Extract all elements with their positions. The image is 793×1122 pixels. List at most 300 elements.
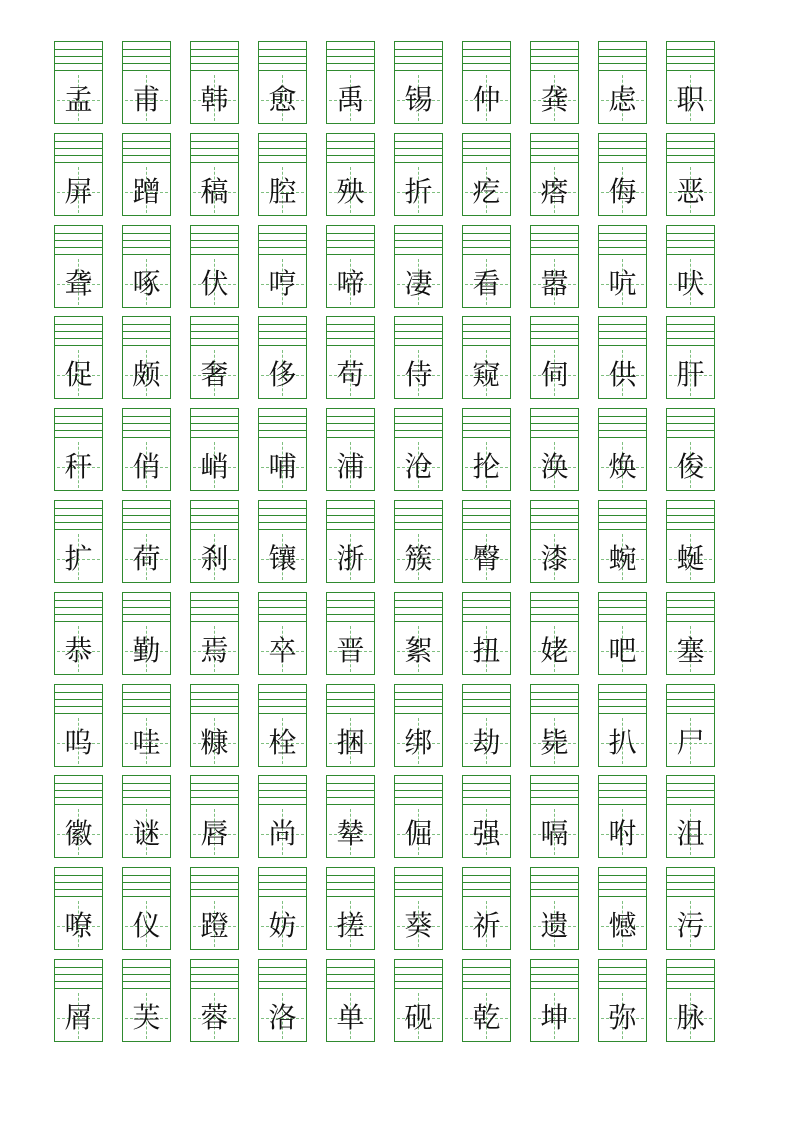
character-cell	[462, 41, 511, 124]
pinyin-guide-line	[395, 967, 442, 968]
pinyin-guide-line	[259, 790, 306, 791]
hanzi-character: 单	[336, 1001, 365, 1034]
hanzi-character: 锡	[404, 83, 433, 116]
pinyin-guide-line	[327, 416, 374, 417]
hanzi-character: 扩	[64, 542, 93, 575]
pinyin-guide-line	[531, 522, 578, 523]
character-cell	[598, 592, 647, 675]
character-cell	[258, 133, 307, 216]
pinyin-guide-line	[395, 508, 442, 509]
pinyin-guide-line	[599, 783, 646, 784]
pinyin-guide-line	[327, 804, 374, 805]
pinyin-guide-line	[259, 882, 306, 883]
pinyin-guide-line	[667, 254, 714, 255]
character-cell	[666, 500, 715, 583]
pinyin-guide-line	[667, 162, 714, 163]
hanzi-character: 簇	[404, 542, 433, 575]
pinyin-guide-line	[191, 988, 238, 989]
pinyin-guide-line	[395, 240, 442, 241]
character-cell	[530, 959, 579, 1042]
hanzi-character: 涣	[540, 450, 569, 483]
pinyin-guide-line	[259, 437, 306, 438]
hanzi-character: 蓉	[200, 1001, 229, 1034]
pinyin-guide-line	[531, 162, 578, 163]
hanzi-character: 伺	[540, 358, 569, 391]
pinyin-guide-line	[123, 437, 170, 438]
pinyin-guide-line	[55, 804, 102, 805]
pinyin-guide-line	[327, 70, 374, 71]
pinyin-guide-line	[531, 233, 578, 234]
pinyin-guide-line	[667, 240, 714, 241]
pinyin-guide-line	[191, 529, 238, 530]
character-cell	[258, 225, 307, 308]
pinyin-guide-line	[191, 607, 238, 608]
character-cell	[190, 959, 239, 1042]
character-cell	[666, 867, 715, 950]
pinyin-guide-line	[123, 896, 170, 897]
pinyin-guide-line	[327, 148, 374, 149]
pinyin-guide-line	[55, 621, 102, 622]
pinyin-guide-line	[599, 896, 646, 897]
pinyin-guide-line	[259, 254, 306, 255]
pinyin-guide-line	[531, 988, 578, 989]
pinyin-guide-line	[463, 515, 510, 516]
pinyin-guide-line	[191, 254, 238, 255]
hanzi-character: 聋	[64, 267, 93, 300]
pinyin-guide-line	[55, 614, 102, 615]
pinyin-guide-line	[123, 56, 170, 57]
pinyin-guide-line	[667, 967, 714, 968]
pinyin-guide-line	[259, 600, 306, 601]
pinyin-guide-line	[55, 141, 102, 142]
pinyin-guide-line	[599, 254, 646, 255]
pinyin-guide-line	[327, 621, 374, 622]
pinyin-guide-line	[667, 614, 714, 615]
character-cell	[54, 225, 103, 308]
pinyin-guide-line	[123, 324, 170, 325]
pinyin-guide-line	[531, 882, 578, 883]
pinyin-guide-line	[599, 875, 646, 876]
character-cell	[666, 41, 715, 124]
pinyin-guide-line	[531, 783, 578, 784]
character-cell	[598, 500, 647, 583]
pinyin-guide-line	[191, 240, 238, 241]
pinyin-guide-line	[55, 233, 102, 234]
character-cell	[122, 775, 171, 858]
pinyin-guide-line	[667, 63, 714, 64]
character-cell	[598, 408, 647, 491]
pinyin-guide-line	[463, 437, 510, 438]
pinyin-guide-line	[667, 988, 714, 989]
pinyin-guide-line	[327, 896, 374, 897]
hanzi-character: 蜒	[676, 542, 705, 575]
pinyin-guide-line	[191, 692, 238, 693]
pinyin-guide-line	[599, 600, 646, 601]
pinyin-guide-line	[667, 896, 714, 897]
hanzi-character: 哼	[268, 267, 297, 300]
pinyin-guide-line	[463, 692, 510, 693]
pinyin-guide-line	[463, 148, 510, 149]
pinyin-guide-line	[259, 63, 306, 64]
hanzi-character: 捆	[336, 726, 365, 759]
pinyin-guide-line	[191, 713, 238, 714]
character-cell	[54, 592, 103, 675]
pinyin-guide-line	[395, 896, 442, 897]
pinyin-guide-line	[259, 797, 306, 798]
pinyin-guide-line	[667, 981, 714, 982]
character-cell	[190, 133, 239, 216]
character-cell	[190, 316, 239, 399]
hanzi-character: 苟	[336, 358, 365, 391]
character-cell	[258, 592, 307, 675]
pinyin-guide-line	[327, 988, 374, 989]
pinyin-guide-line	[191, 162, 238, 163]
pinyin-guide-line	[395, 882, 442, 883]
character-cell	[190, 592, 239, 675]
pinyin-guide-line	[55, 416, 102, 417]
pinyin-guide-line	[599, 522, 646, 523]
pinyin-guide-line	[667, 889, 714, 890]
pinyin-guide-line	[259, 614, 306, 615]
character-cell	[666, 316, 715, 399]
pinyin-guide-line	[191, 430, 238, 431]
pinyin-guide-line	[123, 49, 170, 50]
pinyin-guide-line	[395, 437, 442, 438]
pinyin-guide-line	[123, 240, 170, 241]
character-cell	[462, 316, 511, 399]
pinyin-guide-line	[191, 416, 238, 417]
hanzi-character: 塞	[676, 634, 705, 667]
hanzi-character: 嗝	[540, 817, 569, 850]
pinyin-guide-line	[531, 790, 578, 791]
pinyin-guide-line	[55, 522, 102, 523]
hanzi-character: 镶	[268, 542, 297, 575]
hanzi-character: 恶	[676, 175, 705, 208]
hanzi-character: 折	[404, 175, 433, 208]
pinyin-guide-line	[531, 713, 578, 714]
pinyin-guide-line	[463, 423, 510, 424]
pinyin-guide-line	[599, 607, 646, 608]
pinyin-guide-line	[191, 155, 238, 156]
pinyin-guide-line	[55, 713, 102, 714]
pinyin-guide-line	[123, 607, 170, 608]
pinyin-guide-line	[667, 508, 714, 509]
character-cell	[54, 867, 103, 950]
pinyin-guide-line	[463, 331, 510, 332]
pinyin-guide-line	[395, 63, 442, 64]
hanzi-character: 窥	[472, 358, 501, 391]
pinyin-guide-line	[123, 974, 170, 975]
hanzi-character: 绑	[404, 726, 433, 759]
pinyin-guide-line	[259, 345, 306, 346]
pinyin-guide-line	[395, 600, 442, 601]
pinyin-guide-line	[463, 324, 510, 325]
character-cell	[190, 408, 239, 491]
pinyin-guide-line	[463, 607, 510, 608]
pinyin-guide-line	[123, 247, 170, 248]
pinyin-guide-line	[395, 331, 442, 332]
pinyin-guide-line	[531, 423, 578, 424]
pinyin-guide-line	[55, 324, 102, 325]
pinyin-guide-line	[327, 713, 374, 714]
pinyin-guide-line	[259, 529, 306, 530]
pinyin-guide-line	[395, 529, 442, 530]
character-cell	[462, 408, 511, 491]
pinyin-guide-line	[191, 706, 238, 707]
pinyin-guide-line	[123, 981, 170, 982]
pinyin-guide-line	[667, 804, 714, 805]
hanzi-character: 颇	[132, 358, 161, 391]
hanzi-character: 侮	[608, 175, 637, 208]
hanzi-character: 沮	[676, 817, 705, 850]
pinyin-guide-line	[327, 882, 374, 883]
pinyin-guide-line	[55, 896, 102, 897]
pinyin-guide-line	[259, 247, 306, 248]
pinyin-guide-line	[123, 967, 170, 968]
character-cell	[326, 592, 375, 675]
pinyin-guide-line	[667, 790, 714, 791]
character-cell	[326, 41, 375, 124]
pinyin-guide-line	[531, 974, 578, 975]
pinyin-guide-line	[463, 162, 510, 163]
character-cell	[462, 592, 511, 675]
pinyin-guide-line	[55, 49, 102, 50]
pinyin-guide-line	[327, 247, 374, 248]
pinyin-guide-line	[55, 254, 102, 255]
pinyin-guide-line	[531, 981, 578, 982]
character-cell	[326, 225, 375, 308]
hanzi-character: 弥	[608, 1001, 637, 1034]
pinyin-guide-line	[395, 70, 442, 71]
pinyin-guide-line	[599, 430, 646, 431]
hanzi-character: 腔	[268, 175, 297, 208]
pinyin-guide-line	[531, 607, 578, 608]
hanzi-character: 芙	[132, 1001, 161, 1034]
pinyin-guide-line	[123, 600, 170, 601]
hanzi-character: 洛	[268, 1001, 297, 1034]
pinyin-guide-line	[531, 875, 578, 876]
hanzi-character: 姥	[540, 634, 569, 667]
pinyin-guide-line	[667, 331, 714, 332]
hanzi-character: 虑	[608, 83, 637, 116]
character-cell	[530, 316, 579, 399]
character-cell	[394, 775, 443, 858]
pinyin-guide-line	[123, 875, 170, 876]
character-cell	[394, 133, 443, 216]
pinyin-guide-line	[395, 621, 442, 622]
hanzi-character: 凄	[404, 267, 433, 300]
hanzi-character: 尚	[268, 817, 297, 850]
pinyin-guide-line	[395, 155, 442, 156]
pinyin-guide-line	[55, 889, 102, 890]
pinyin-guide-line	[667, 692, 714, 693]
pinyin-guide-line	[599, 614, 646, 615]
hanzi-character: 抡	[472, 450, 501, 483]
hanzi-character: 蜿	[608, 542, 637, 575]
hanzi-character: 嚣	[540, 267, 569, 300]
pinyin-guide-line	[123, 162, 170, 163]
hanzi-character: 瘩	[540, 175, 569, 208]
character-cell	[190, 775, 239, 858]
pinyin-guide-line	[463, 974, 510, 975]
pinyin-guide-line	[191, 233, 238, 234]
pinyin-guide-line	[395, 607, 442, 608]
pinyin-guide-line	[259, 692, 306, 693]
pinyin-guide-line	[667, 155, 714, 156]
character-cell	[462, 500, 511, 583]
pinyin-guide-line	[395, 345, 442, 346]
character-cell	[530, 133, 579, 216]
hanzi-character: 秆	[64, 450, 93, 483]
character-cell	[666, 959, 715, 1042]
character-cell	[530, 41, 579, 124]
pinyin-guide-line	[531, 331, 578, 332]
pinyin-guide-line	[599, 974, 646, 975]
pinyin-guide-line	[55, 974, 102, 975]
pinyin-guide-line	[259, 338, 306, 339]
character-cell	[394, 41, 443, 124]
pinyin-guide-line	[327, 699, 374, 700]
pinyin-guide-line	[667, 699, 714, 700]
hanzi-character: 伏	[200, 267, 229, 300]
pinyin-guide-line	[531, 49, 578, 50]
pinyin-guide-line	[123, 692, 170, 693]
pinyin-guide-line	[259, 49, 306, 50]
pinyin-guide-line	[191, 515, 238, 516]
pinyin-guide-line	[327, 981, 374, 982]
pinyin-guide-line	[395, 162, 442, 163]
pinyin-guide-line	[55, 162, 102, 163]
pinyin-guide-line	[55, 981, 102, 982]
pinyin-guide-line	[191, 141, 238, 142]
pinyin-guide-line	[599, 889, 646, 890]
character-cell	[394, 500, 443, 583]
character-cell	[462, 133, 511, 216]
character-cell	[530, 592, 579, 675]
character-cell	[326, 133, 375, 216]
pinyin-guide-line	[531, 141, 578, 142]
hanzi-character: 龚	[540, 83, 569, 116]
hanzi-character: 肝	[676, 358, 705, 391]
pinyin-guide-line	[191, 508, 238, 509]
pinyin-guide-line	[463, 70, 510, 71]
pinyin-guide-line	[259, 416, 306, 417]
character-cell	[530, 684, 579, 767]
pinyin-guide-line	[259, 331, 306, 332]
pinyin-guide-line	[259, 233, 306, 234]
pinyin-guide-line	[55, 240, 102, 241]
pinyin-guide-line	[599, 56, 646, 57]
pinyin-guide-line	[463, 875, 510, 876]
pinyin-guide-line	[395, 790, 442, 791]
pinyin-guide-line	[531, 56, 578, 57]
character-cell	[326, 500, 375, 583]
pinyin-guide-line	[191, 338, 238, 339]
pinyin-guide-line	[327, 430, 374, 431]
pinyin-guide-line	[463, 896, 510, 897]
pinyin-guide-line	[191, 621, 238, 622]
pinyin-guide-line	[463, 430, 510, 431]
pinyin-guide-line	[327, 797, 374, 798]
hanzi-character: 吭	[608, 267, 637, 300]
pinyin-guide-line	[531, 692, 578, 693]
pinyin-guide-line	[395, 699, 442, 700]
pinyin-guide-line	[531, 324, 578, 325]
pinyin-guide-line	[667, 600, 714, 601]
pinyin-guide-line	[327, 607, 374, 608]
pinyin-guide-line	[599, 988, 646, 989]
pinyin-guide-line	[55, 529, 102, 530]
pinyin-guide-line	[463, 63, 510, 64]
pinyin-guide-line	[531, 416, 578, 417]
pinyin-guide-line	[123, 988, 170, 989]
hanzi-character: 焕	[608, 450, 637, 483]
pinyin-guide-line	[191, 804, 238, 805]
pinyin-guide-line	[395, 706, 442, 707]
pinyin-guide-line	[463, 967, 510, 968]
hanzi-character: 倔	[404, 817, 433, 850]
character-cell	[122, 684, 171, 767]
pinyin-guide-line	[667, 324, 714, 325]
pinyin-guide-line	[191, 875, 238, 876]
pinyin-guide-line	[259, 240, 306, 241]
pinyin-guide-line	[395, 56, 442, 57]
pinyin-guide-line	[667, 423, 714, 424]
pinyin-guide-line	[191, 70, 238, 71]
hanzi-character: 呜	[64, 726, 93, 759]
character-cell	[530, 775, 579, 858]
pinyin-guide-line	[531, 63, 578, 64]
pinyin-guide-line	[667, 338, 714, 339]
pinyin-guide-line	[395, 338, 442, 339]
hanzi-character: 甫	[132, 83, 161, 116]
pinyin-guide-line	[463, 345, 510, 346]
pinyin-guide-line	[463, 155, 510, 156]
pinyin-guide-line	[259, 508, 306, 509]
hanzi-character: 徽	[64, 817, 93, 850]
hanzi-character: 蹬	[200, 909, 229, 942]
pinyin-guide-line	[191, 896, 238, 897]
character-cell	[326, 316, 375, 399]
pinyin-guide-line	[327, 233, 374, 234]
character-cell	[258, 959, 307, 1042]
pinyin-guide-line	[191, 437, 238, 438]
pinyin-guide-line	[395, 324, 442, 325]
pinyin-guide-line	[55, 699, 102, 700]
character-cell	[462, 684, 511, 767]
pinyin-guide-line	[395, 804, 442, 805]
pinyin-guide-line	[531, 889, 578, 890]
pinyin-guide-line	[599, 882, 646, 883]
pinyin-guide-line	[667, 522, 714, 523]
hanzi-character: 吠	[676, 267, 705, 300]
pinyin-guide-line	[191, 797, 238, 798]
hanzi-character: 屑	[64, 1001, 93, 1034]
character-cell	[122, 133, 171, 216]
pinyin-guide-line	[123, 416, 170, 417]
pinyin-guide-line	[667, 621, 714, 622]
character-cell	[394, 592, 443, 675]
pinyin-guide-line	[463, 247, 510, 248]
character-cell	[326, 684, 375, 767]
pinyin-guide-line	[531, 338, 578, 339]
hanzi-character: 浦	[336, 450, 365, 483]
pinyin-guide-line	[123, 522, 170, 523]
character-cell	[326, 775, 375, 858]
character-cell	[666, 684, 715, 767]
pinyin-guide-line	[191, 247, 238, 248]
pinyin-guide-line	[259, 141, 306, 142]
